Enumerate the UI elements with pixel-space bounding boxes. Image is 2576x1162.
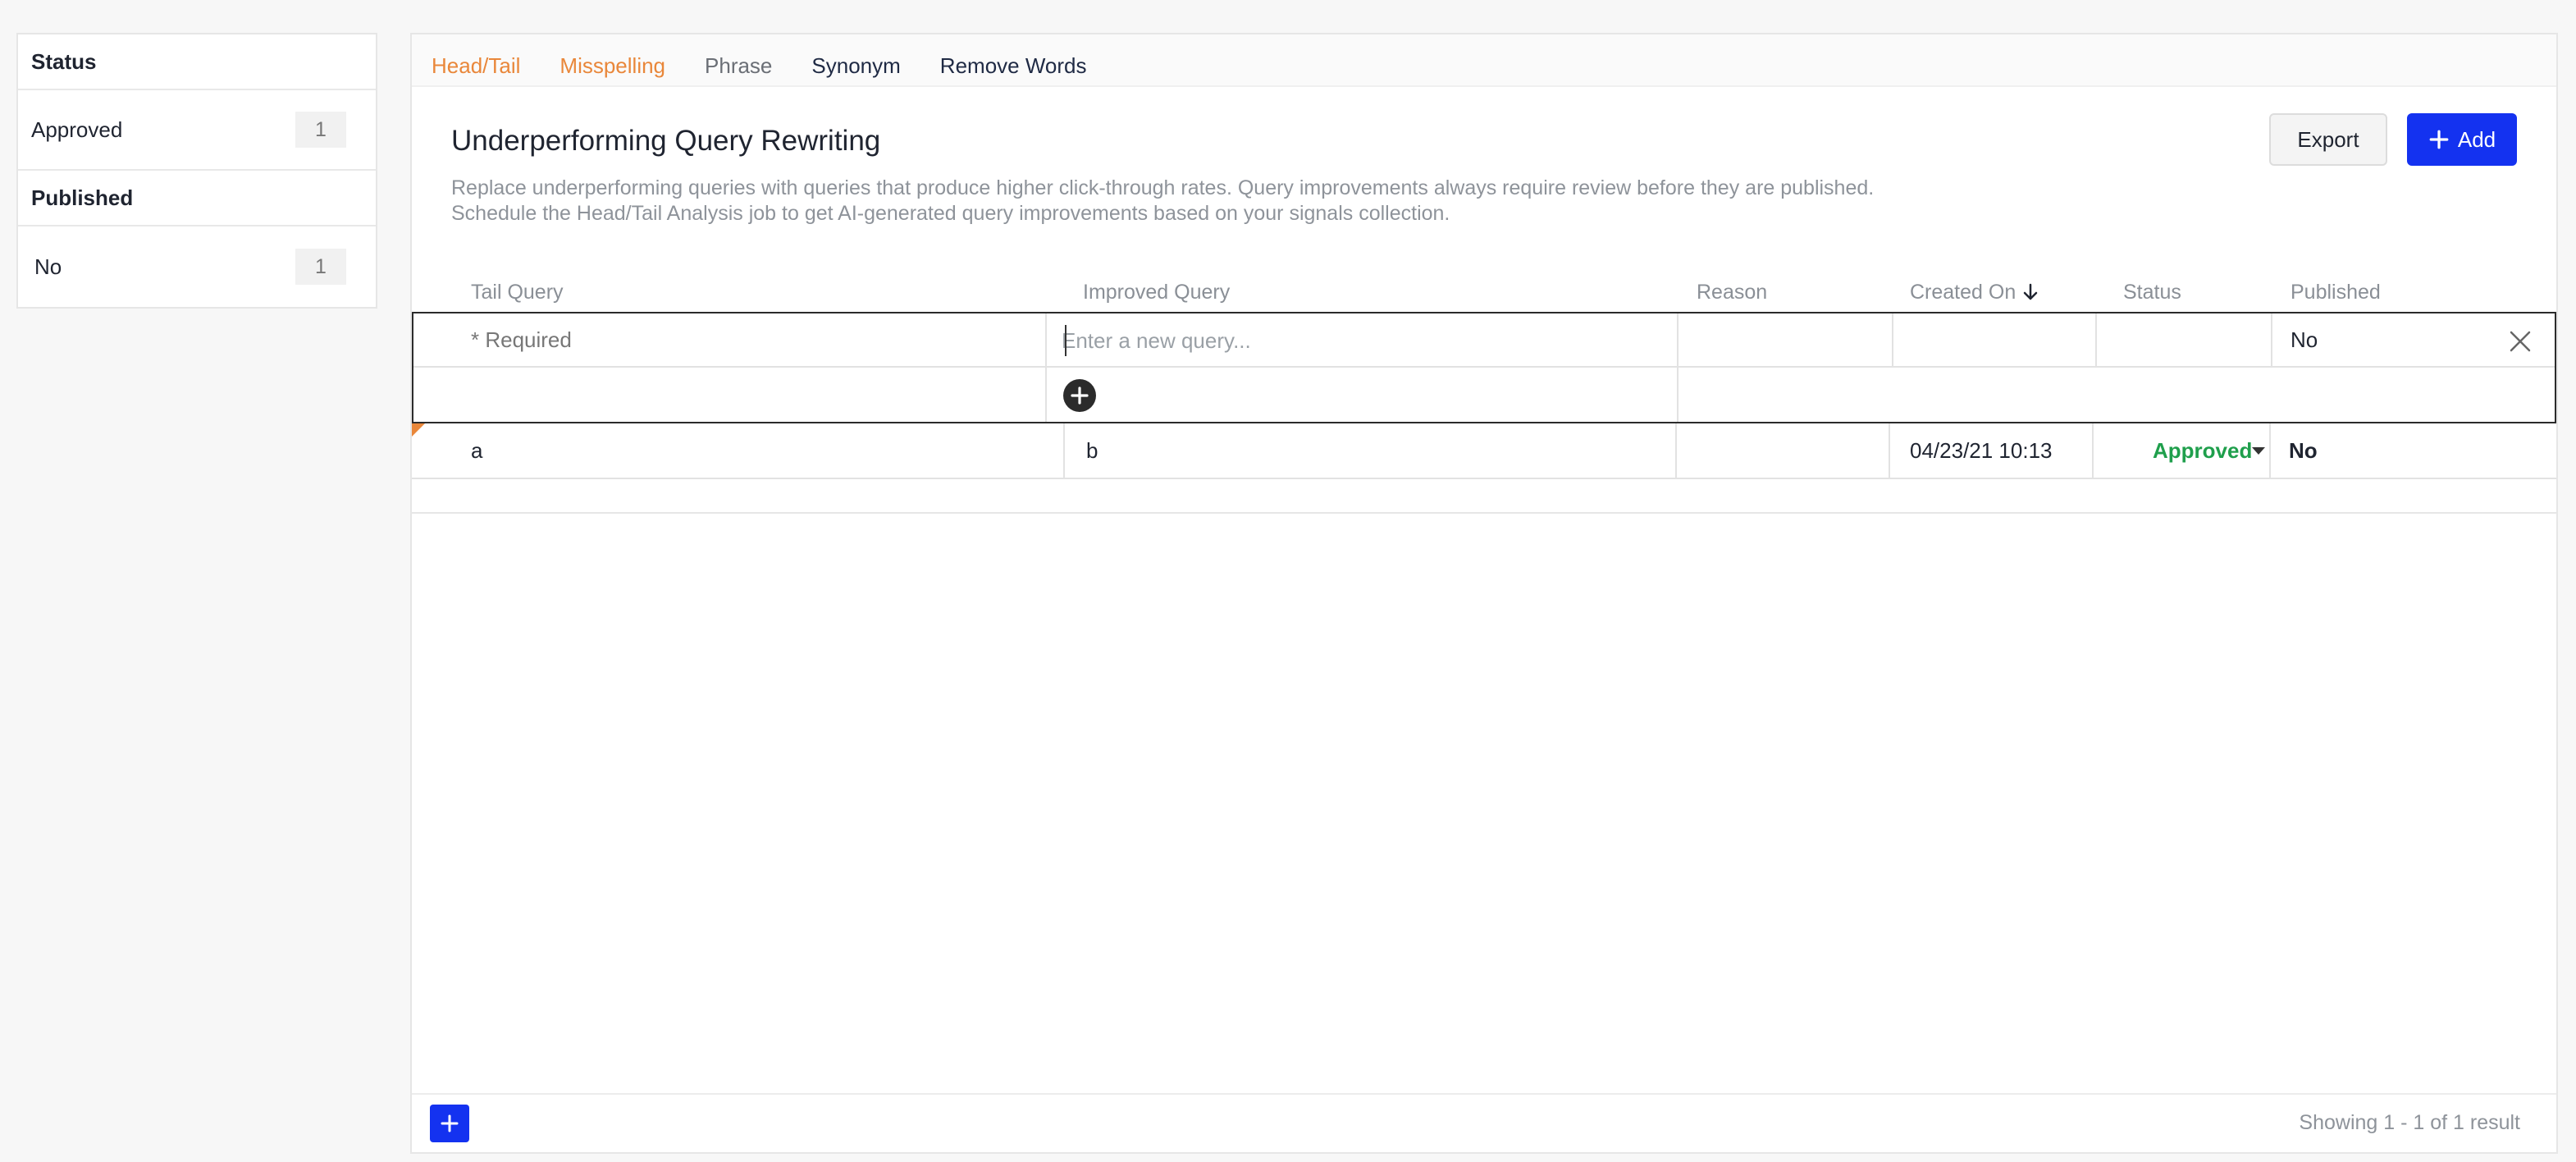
column-header-improved-query[interactable]: Improved Query bbox=[1083, 280, 1231, 304]
export-button[interactable]: Export bbox=[2269, 113, 2387, 166]
cell-created-on: 04/23/21 10:13 bbox=[1910, 437, 2053, 463]
column-header-published[interactable]: Published bbox=[2291, 280, 2381, 304]
facet-item-label: No bbox=[34, 254, 62, 279]
divider bbox=[1063, 423, 1065, 478]
pagination-summary: Showing 1 - 1 of 1 result bbox=[2299, 1111, 2520, 1134]
divider bbox=[1045, 313, 1047, 422]
close-icon[interactable] bbox=[2504, 325, 2537, 358]
facet-published-title: Published bbox=[18, 171, 376, 226]
add-button-label: Add bbox=[2457, 126, 2496, 152]
status-dropdown[interactable] bbox=[2123, 423, 2274, 478]
tab-phrase[interactable]: Phrase bbox=[705, 53, 773, 78]
improved-query-input[interactable] bbox=[1062, 320, 1669, 361]
facet-item-no[interactable] bbox=[18, 226, 376, 307]
cell-tail-query[interactable]: a bbox=[471, 437, 483, 463]
page-title: Underperforming Query Rewriting bbox=[451, 125, 881, 157]
column-header-tail-query[interactable]: Tail Query bbox=[471, 280, 564, 304]
divider bbox=[2095, 313, 2097, 366]
divider bbox=[1892, 313, 1893, 366]
row-flag-marker bbox=[412, 423, 425, 437]
tab-synonym[interactable]: Synonym bbox=[811, 53, 901, 78]
facet-item-count: 1 bbox=[295, 112, 346, 148]
description-line: Replace underperforming queries with queries that produce higher click-through rates. Query improvements always require review before they are published. bbox=[451, 176, 1875, 199]
divider bbox=[2271, 313, 2272, 366]
plus-icon bbox=[2428, 129, 2450, 150]
divider bbox=[2092, 423, 2094, 478]
main-panel bbox=[410, 33, 2558, 1154]
divider bbox=[412, 478, 2556, 479]
column-header-created-on[interactable] bbox=[1910, 276, 2039, 309]
text-caret bbox=[1065, 325, 1066, 356]
arrow-down-icon bbox=[2022, 282, 2039, 302]
page-description bbox=[451, 176, 1874, 226]
table-row[interactable] bbox=[412, 423, 2556, 514]
add-query-plus-icon[interactable] bbox=[1063, 379, 1096, 412]
caret-down-icon bbox=[2252, 447, 2265, 455]
facet-item-count: 1 bbox=[295, 249, 346, 285]
column-header-status[interactable]: Status bbox=[2123, 280, 2181, 304]
divider bbox=[1889, 423, 1890, 478]
divider bbox=[1675, 423, 1677, 478]
new-row-editor bbox=[412, 312, 2556, 423]
footer-divider bbox=[412, 1093, 2556, 1095]
facet-panel bbox=[16, 33, 377, 309]
cell-published[interactable]: No bbox=[2289, 437, 2318, 463]
description-line: Schedule the Head/Tail Analysis job to get AI-generated query improvements based on your signals collection. bbox=[451, 202, 1450, 225]
tab-bar bbox=[412, 34, 2556, 87]
facet-item-label: Approved bbox=[31, 117, 123, 142]
tab-head-tail[interactable]: Head/Tail bbox=[432, 53, 521, 78]
plus-icon bbox=[440, 1114, 459, 1133]
divider bbox=[1677, 313, 1679, 422]
tail-query-required-field[interactable]: * Required bbox=[471, 327, 572, 352]
status-value: Approved bbox=[2153, 437, 2253, 463]
cell-improved-query[interactable]: b bbox=[1086, 437, 1098, 463]
new-row-published-value: No bbox=[2291, 327, 2318, 352]
tab-misspelling[interactable]: Misspelling bbox=[560, 53, 666, 78]
tab-remove-words[interactable]: Remove Words bbox=[939, 53, 1087, 78]
column-header-label: Created On bbox=[1910, 280, 2016, 304]
footer-add-button[interactable] bbox=[430, 1105, 469, 1142]
add-button[interactable] bbox=[2407, 113, 2517, 166]
facet-item-approved[interactable] bbox=[18, 90, 376, 171]
column-header-reason[interactable]: Reason bbox=[1697, 280, 1768, 304]
divider bbox=[413, 366, 2555, 368]
facet-status-title: Status bbox=[18, 34, 376, 90]
